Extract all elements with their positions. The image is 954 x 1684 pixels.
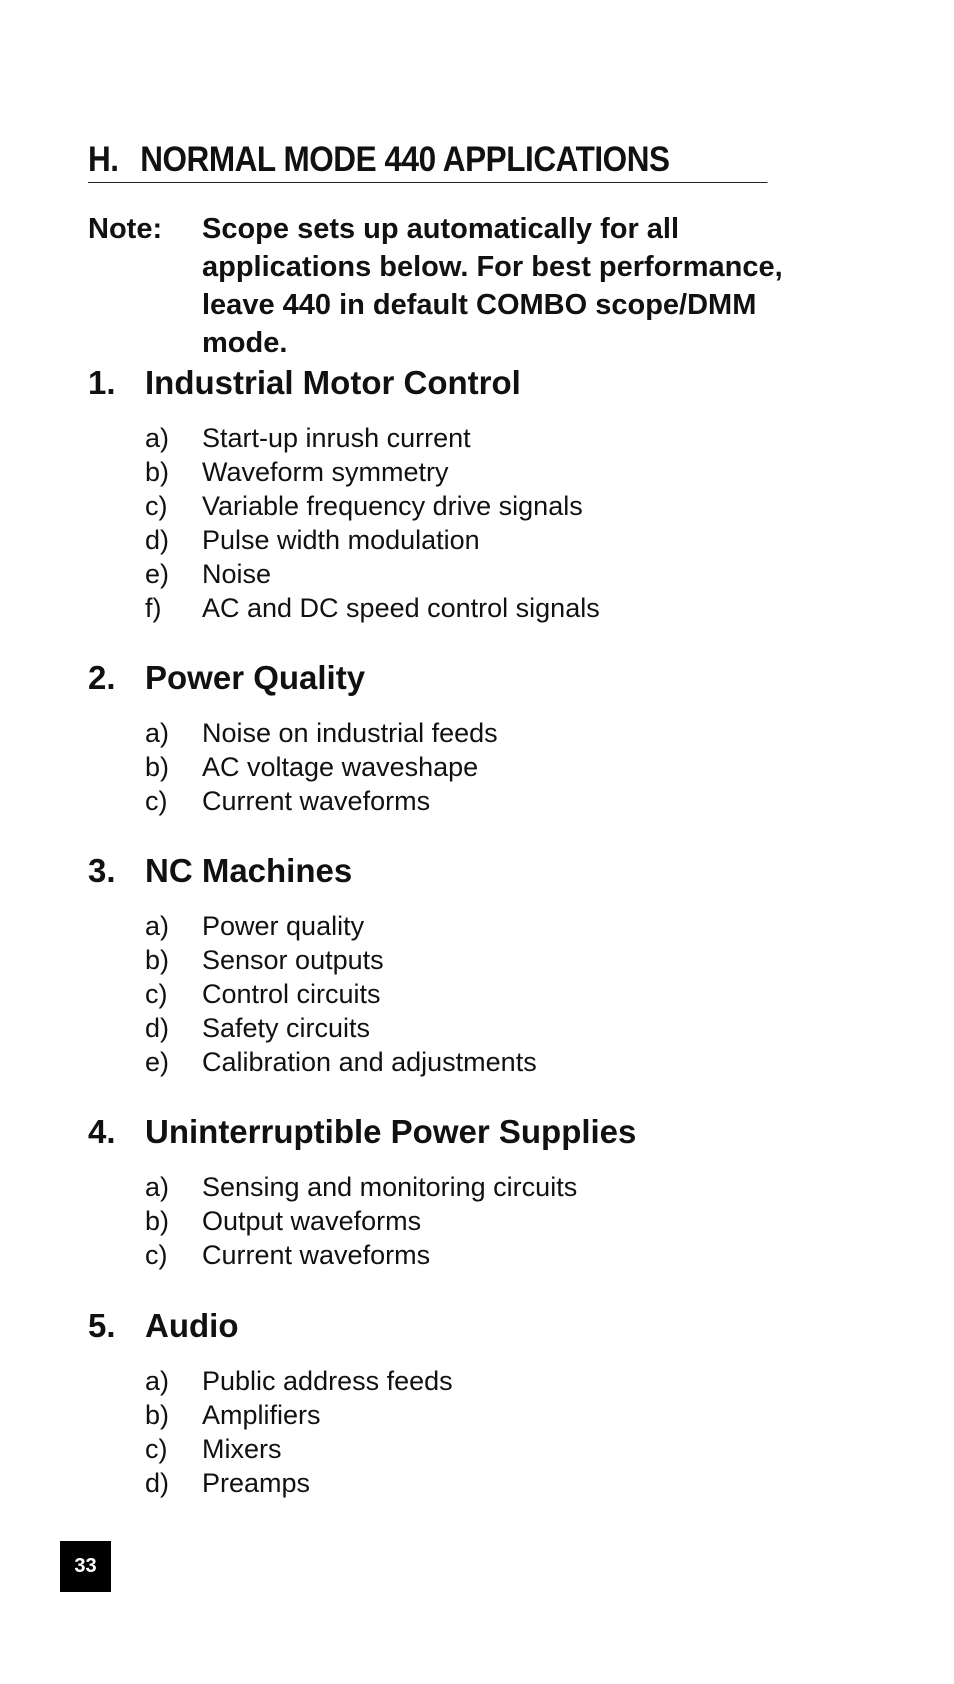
item-text: Control circuits xyxy=(202,979,381,1009)
list-item xyxy=(88,523,521,557)
item-letter: c) xyxy=(145,979,168,1009)
heading-number: H. xyxy=(88,140,119,179)
item-text: Waveform symmetry xyxy=(202,457,449,487)
page-number-badge: 33 xyxy=(60,1541,111,1592)
list-item xyxy=(88,1238,636,1272)
item-letter: b) xyxy=(145,1400,170,1430)
item-text: Output waveforms xyxy=(202,1206,422,1236)
item-letter: e) xyxy=(145,559,170,589)
item-letter: b) xyxy=(145,752,170,782)
item-text: Safety circuits xyxy=(202,1013,371,1043)
item-text: Public address feeds xyxy=(202,1366,453,1396)
list-item xyxy=(88,750,479,784)
item-text: Variable frequency drive signals xyxy=(202,491,583,521)
item-letter: c) xyxy=(145,786,168,816)
list-item xyxy=(88,1170,636,1204)
section-number: 5. xyxy=(88,1307,116,1344)
item-letter: e) xyxy=(145,1047,170,1077)
section-title-text: Audio xyxy=(145,1307,239,1344)
section-title xyxy=(88,1306,238,1346)
list-item xyxy=(88,784,431,818)
item-text: Preamps xyxy=(202,1468,311,1498)
list-item xyxy=(88,1204,636,1238)
list-item xyxy=(88,1045,537,1079)
section-industrial-motor-control xyxy=(88,363,600,641)
list-item xyxy=(88,591,600,625)
item-text: Sensing and monitoring circuits xyxy=(202,1172,578,1202)
item-list xyxy=(88,1170,636,1272)
section-title xyxy=(88,658,365,698)
section-title-text: Industrial Motor Control xyxy=(145,364,521,401)
section-power-quality xyxy=(88,658,498,834)
item-text: Current waveforms xyxy=(202,1240,431,1270)
item-text: Sensor outputs xyxy=(202,945,384,975)
section-nc-machines xyxy=(88,851,537,1095)
item-text: Noise on industrial feeds xyxy=(202,718,498,748)
list-item xyxy=(88,557,521,591)
item-letter: c) xyxy=(145,491,168,521)
item-letter: a) xyxy=(145,1172,170,1202)
item-text: Amplifiers xyxy=(202,1400,321,1430)
list-item xyxy=(88,909,365,943)
item-text: Calibration and adjustments xyxy=(202,1047,537,1077)
item-letter: d) xyxy=(145,525,170,555)
item-letter: c) xyxy=(145,1434,168,1464)
list-item xyxy=(88,1398,321,1432)
section-title xyxy=(88,1112,636,1152)
item-letter: a) xyxy=(145,1366,170,1396)
item-text: Noise xyxy=(202,559,272,589)
section-number: 1. xyxy=(88,364,116,401)
list-item xyxy=(88,1466,311,1500)
item-text: AC voltage waveshape xyxy=(202,752,479,782)
item-letter: f) xyxy=(145,593,162,623)
note-text: Scope sets up automatically for all applications below. For best performance, leave 440 in default COMBO scope/DMM mode. xyxy=(202,213,783,359)
item-text: Current waveforms xyxy=(202,786,431,816)
section-number: 3. xyxy=(88,852,116,889)
list-item xyxy=(88,489,583,523)
section-title-text: NC Machines xyxy=(145,852,353,889)
item-list xyxy=(88,421,600,625)
section-title xyxy=(88,851,352,891)
list-item xyxy=(88,455,521,489)
list-item xyxy=(88,1011,371,1045)
heading-title: NORMAL MODE 440 APPLICATIONS xyxy=(140,140,670,179)
list-item xyxy=(88,977,381,1011)
list-item xyxy=(88,943,384,977)
section-title-text: Uninterruptible Power Supplies xyxy=(145,1113,637,1150)
item-text: AC and DC speed control signals xyxy=(202,593,600,623)
item-list xyxy=(88,909,537,1079)
item-letter: b) xyxy=(145,1206,170,1236)
item-list xyxy=(88,716,498,818)
list-item xyxy=(88,1432,282,1466)
section-heading xyxy=(88,138,768,183)
list-item xyxy=(88,421,521,455)
item-letter: d) xyxy=(145,1468,170,1498)
item-list xyxy=(88,1364,453,1500)
item-letter: a) xyxy=(145,423,170,453)
section-number: 4. xyxy=(88,1113,116,1150)
item-letter: d) xyxy=(145,1013,170,1043)
list-item xyxy=(88,716,498,750)
item-letter: b) xyxy=(145,945,170,975)
item-text: Mixers xyxy=(202,1434,282,1464)
item-text: Pulse width modulation xyxy=(202,525,480,555)
section-audio xyxy=(88,1306,453,1516)
section-title-text: Power Quality xyxy=(145,659,366,696)
item-letter: a) xyxy=(145,718,170,748)
note-label: Note: xyxy=(88,213,163,245)
item-letter: c) xyxy=(145,1240,168,1270)
section-number: 2. xyxy=(88,659,116,696)
list-item xyxy=(88,1364,453,1398)
item-letter: b) xyxy=(145,457,170,487)
section-ups xyxy=(88,1112,636,1288)
item-letter: a) xyxy=(145,911,170,941)
section-title xyxy=(88,363,521,403)
item-text: Power quality xyxy=(202,911,365,941)
item-text: Start-up inrush current xyxy=(202,423,471,453)
